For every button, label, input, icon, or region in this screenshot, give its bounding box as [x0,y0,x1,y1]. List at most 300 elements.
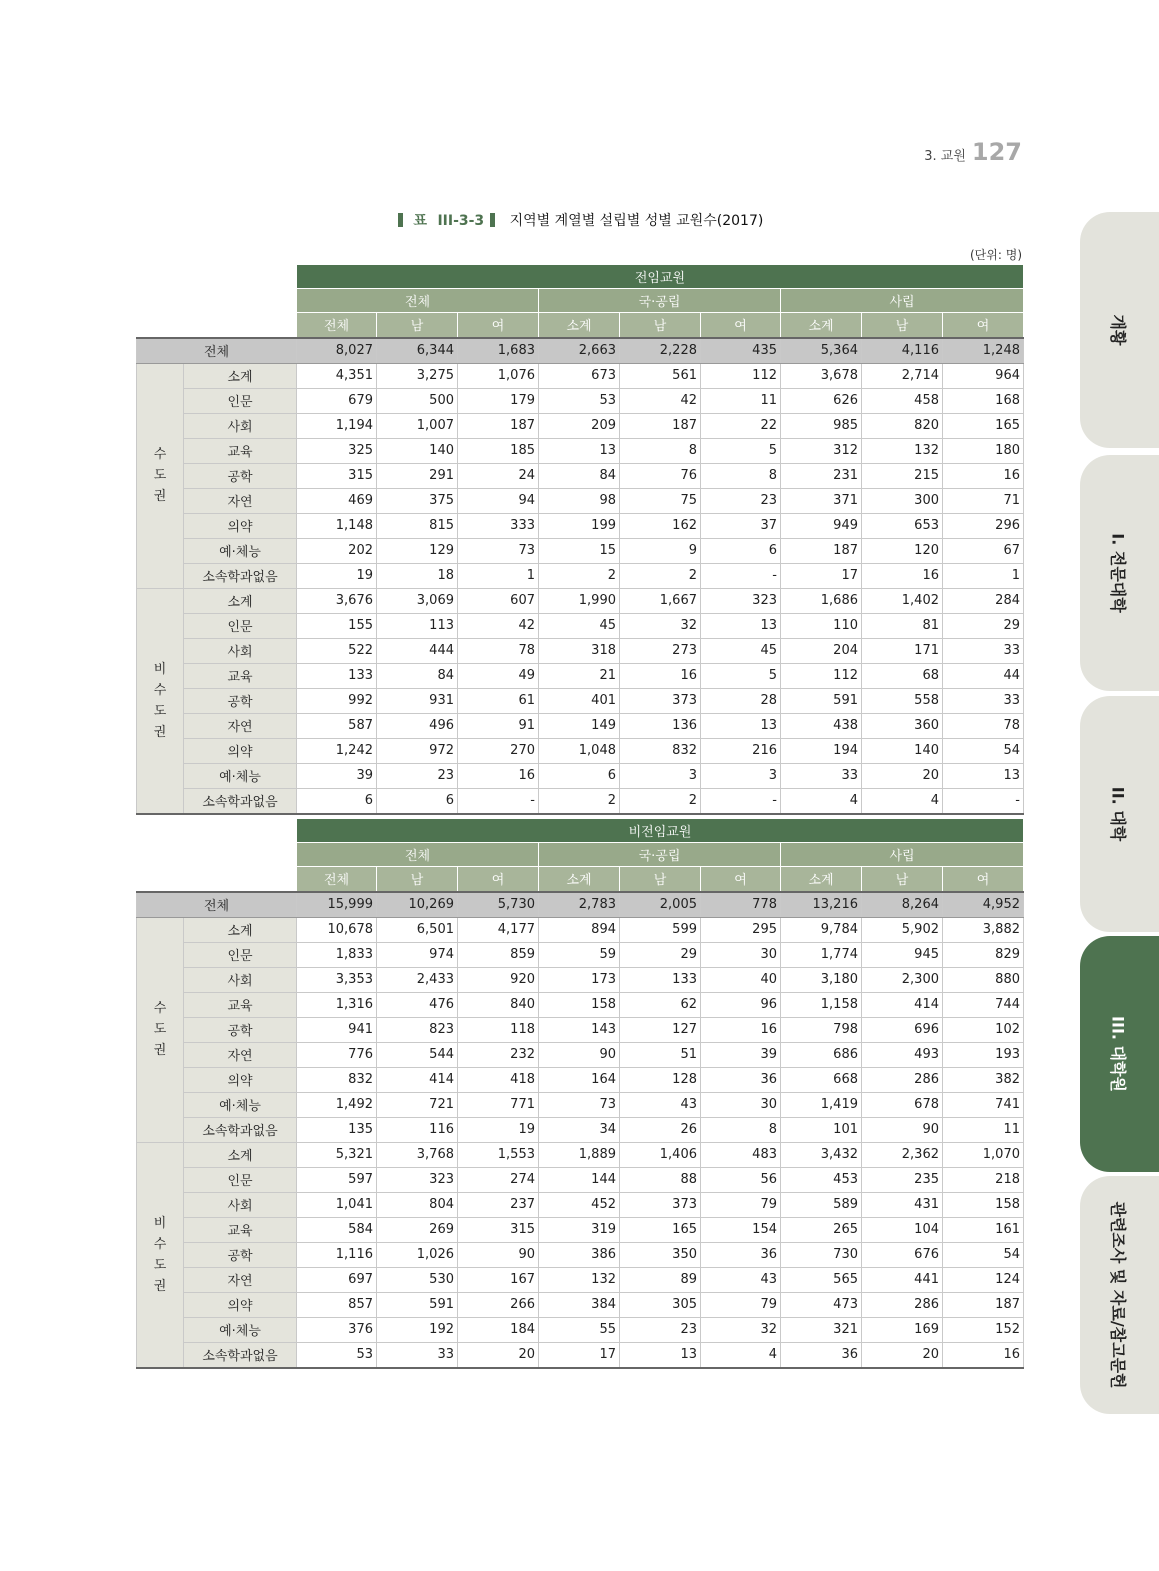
table-row [137,388,1024,413]
table-cell: 673 [539,363,620,388]
table-cell: 33 [943,638,1024,663]
table-cell: 90 [539,1042,620,1067]
table-cell: 315 [458,1217,539,1242]
table-row [137,1267,1024,1292]
table-row [137,1217,1024,1242]
table-cell: 587 [297,713,377,738]
side-tab-university[interactable] [1080,696,1159,932]
table-cell: 8 [701,1117,781,1142]
total-row [137,338,1024,364]
table-cell: 458 [862,388,943,413]
table-cell: 597 [297,1167,377,1192]
column-header: 남 [620,313,701,338]
row-label: 예·체능 [184,763,297,788]
table-cell: 30 [701,942,781,967]
table-row [137,613,1024,638]
table-cell: 165 [943,413,1024,438]
table-cell: 135 [297,1117,377,1142]
table-cell: 68 [862,663,943,688]
table-cell: 1,116 [297,1242,377,1267]
column-header: 소계 [781,313,862,338]
table-cell: 23 [701,488,781,513]
table-cell: 45 [701,638,781,663]
side-tab-references[interactable] [1080,1176,1159,1414]
table-cell: 1,492 [297,1092,377,1117]
table-cell: 53 [539,388,620,413]
table-cell: 187 [781,538,862,563]
table-cell: 133 [297,663,377,688]
table-row [137,992,1024,1017]
table-row [137,488,1024,513]
row-label: 예·체능 [184,1092,297,1117]
table-cell: 6 [377,788,458,814]
table-cell: 350 [620,1242,701,1267]
region-name: 수 도 권 [153,1001,167,1058]
table-cell: 184 [458,1317,539,1342]
table-cell: 88 [620,1167,701,1192]
table-cell: 431 [862,1192,943,1217]
table-cell: 53 [297,1342,377,1368]
table-cell: 295 [701,917,781,942]
table-cell: 1,419 [781,1092,862,1117]
table-cell: 136 [620,713,701,738]
table-cell: 232 [458,1042,539,1067]
table-cell: 19 [458,1117,539,1142]
table-row [137,1292,1024,1317]
table-cell: 73 [458,538,539,563]
region-name: 비 수 도 권 [153,661,167,740]
table-cell: 820 [862,413,943,438]
table-cell: 653 [862,513,943,538]
table-row [137,1142,1024,1167]
table-cell: 161 [943,1217,1024,1242]
table-cell: 382 [943,1067,1024,1092]
table-cell: 54 [943,738,1024,763]
table-cell: 730 [781,1242,862,1267]
table-cell: 78 [943,713,1024,738]
table-row [137,1092,1024,1117]
table-cell: 291 [377,463,458,488]
table-cell: 589 [781,1192,862,1217]
total-cell: 2,663 [539,338,620,364]
table-cell: 273 [620,638,701,663]
table-cell: 414 [862,992,943,1017]
side-tab-graduate-school[interactable] [1080,936,1159,1172]
table-cell: 13 [620,1342,701,1368]
table-cell: 305 [620,1292,701,1317]
table-cell: 42 [620,388,701,413]
table-cell: 24 [458,463,539,488]
table-cell: 500 [377,388,458,413]
table-cell: 75 [620,488,701,513]
table-cell: 187 [620,413,701,438]
table-cell: 558 [862,688,943,713]
table-cell: 4 [862,788,943,814]
table-cell: 59 [539,942,620,967]
table-cell: 129 [377,538,458,563]
table-cell: 9 [620,538,701,563]
table-cell: 453 [781,1167,862,1192]
table-cell: 15 [539,538,620,563]
table-cell: 992 [297,688,377,713]
table-cell: 2 [620,788,701,814]
header-row-columns [137,867,1024,892]
table-cell: 94 [458,488,539,513]
row-label: 교육 [184,992,297,1017]
table-cell: 158 [943,1192,1024,1217]
table-cell: 13 [701,613,781,638]
table-cell: 127 [620,1017,701,1042]
table-cell: 3,676 [297,588,377,613]
table-cell: 376 [297,1317,377,1342]
table-row [137,363,1024,388]
table-cell: 5 [701,663,781,688]
table-cell: 164 [539,1067,620,1092]
table-cell: 13 [701,713,781,738]
table-cell: 124 [943,1267,1024,1292]
column-group-header: 사립 [781,843,1024,867]
total-cell: 2,783 [539,892,620,918]
table-cell: 401 [539,688,620,713]
table-cell: 857 [297,1292,377,1317]
table-cell: 697 [297,1267,377,1292]
table-cell: 599 [620,917,701,942]
table-cell: 1,402 [862,588,943,613]
table-row [137,1317,1024,1342]
table-cell: 5 [701,438,781,463]
table-cell: 1,194 [297,413,377,438]
table-row [137,413,1024,438]
table-caption: 지역별 계열별 설립별 성별 교원수(2017) [509,213,764,229]
table-cell: 496 [377,713,458,738]
table-section-title: 비전임교원 [297,819,1024,843]
table-cell: 36 [781,1342,862,1368]
unit-label: (단위: 명) [970,248,1022,262]
column-header: 소계 [539,313,620,338]
table-cell: 89 [620,1267,701,1292]
row-label: 소계 [184,1142,297,1167]
total-cell: 15,999 [297,892,377,918]
table-cell: 16 [862,563,943,588]
table-cell: 36 [701,1242,781,1267]
table-cell: 325 [297,438,377,463]
table-cell: 16 [620,663,701,688]
table-cell: 11 [943,1117,1024,1142]
table-cell: 6 [539,763,620,788]
table-cell: 4 [781,788,862,814]
table-cell: 33 [377,1342,458,1368]
table-cell: 323 [701,588,781,613]
table-cell: 84 [539,463,620,488]
table-cell: 1,007 [377,413,458,438]
side-tab-label: 개황 [1108,314,1128,346]
table-cell: 16 [943,463,1024,488]
table-cell: 42 [458,613,539,638]
table-row [137,1117,1024,1142]
table-cell: 110 [781,613,862,638]
table-cell: 985 [781,413,862,438]
table-cell: 118 [458,1017,539,1042]
table-row [137,563,1024,588]
table-cell: 522 [297,638,377,663]
table-cell: 98 [539,488,620,513]
table-cell: 1 [943,563,1024,588]
table-cell: 1,242 [297,738,377,763]
column-group-header: 전체 [297,289,539,313]
table-cell: 3,768 [377,1142,458,1167]
table-row [137,942,1024,967]
table-cell: 493 [862,1042,943,1067]
section-title: 3. 교원 [924,149,966,164]
table-cell: 21 [539,663,620,688]
side-tab-label: III. 대학원 [1108,1016,1128,1092]
table-cell: 199 [539,513,620,538]
table-cell: 3,353 [297,967,377,992]
table-cell: 312 [781,438,862,463]
table-cell: 140 [862,738,943,763]
table-cell: 964 [943,363,1024,388]
row-label: 소계 [184,917,297,942]
row-label: 교육 [184,438,297,463]
table-cell: 2,300 [862,967,943,992]
table-cell: 832 [620,738,701,763]
column-header: 남 [862,313,943,338]
table-cell: 1,406 [620,1142,701,1167]
table-cell: 591 [377,1292,458,1317]
table-cell: 30 [701,1092,781,1117]
table-cell: 741 [943,1092,1024,1117]
table-cell: 360 [862,713,943,738]
total-cell: 8,027 [297,338,377,364]
table-cell: 321 [781,1317,862,1342]
table-cell: 140 [377,438,458,463]
row-label: 소속학과없음 [184,788,297,814]
row-label: 공학 [184,463,297,488]
table-row [137,663,1024,688]
part-time-faculty-table [136,818,1024,1369]
column-header: 여 [943,867,1024,892]
table-row [137,1192,1024,1217]
table-cell: 73 [539,1092,620,1117]
column-header: 남 [862,867,943,892]
column-header: 남 [377,313,458,338]
side-tab-label: 관련조사 및 자료/참고문헌 [1108,1201,1128,1389]
table-cell: 9,784 [781,917,862,942]
table-cell: 438 [781,713,862,738]
table-cell: 55 [539,1317,620,1342]
table-cell: 91 [458,713,539,738]
table-cell: 19 [297,563,377,588]
table-cell: 1,990 [539,588,620,613]
row-label: 사회 [184,1192,297,1217]
table-cell: 270 [458,738,539,763]
table-row [137,738,1024,763]
total-cell: 4,116 [862,338,943,364]
side-tab-overview[interactable] [1080,212,1159,448]
table-cell: 16 [458,763,539,788]
table-row [137,538,1024,563]
table-cell: 43 [701,1267,781,1292]
column-header: 남 [377,867,458,892]
table-row [137,1167,1024,1192]
row-label: 사회 [184,967,297,992]
table-cell: 155 [297,613,377,638]
table-cell: 168 [943,388,1024,413]
table-row [137,1017,1024,1042]
table-section-title: 전임교원 [297,265,1024,289]
region-label [137,588,184,814]
table-row [137,1042,1024,1067]
table-cell: 3,180 [781,967,862,992]
table-cell: 931 [377,688,458,713]
row-label: 예·체능 [184,1317,297,1342]
table-cell: 40 [701,967,781,992]
table-cell: 1,774 [781,942,862,967]
table-cell: 2 [620,563,701,588]
table-title [398,210,763,230]
table-cell: 1,316 [297,992,377,1017]
table-cell: 133 [620,967,701,992]
table-cell: 269 [377,1217,458,1242]
table-cell: 29 [943,613,1024,638]
table-cell: 6,501 [377,917,458,942]
region-label [137,1142,184,1368]
table-cell: 165 [620,1217,701,1242]
table-cell: 204 [781,638,862,663]
table-cell: 45 [539,613,620,638]
table-row [137,513,1024,538]
table-cell: 286 [862,1067,943,1092]
column-header: 여 [701,313,781,338]
full-time-faculty-table [136,264,1024,815]
table-cell: 678 [862,1092,943,1117]
table-cell: 469 [297,488,377,513]
table-row [137,588,1024,613]
page-number: 127 [971,138,1022,166]
header-blank [137,313,297,338]
table-cell: 1,076 [458,363,539,388]
table-cell: 104 [862,1217,943,1242]
table-cell: 194 [781,738,862,763]
table-cell: 62 [620,992,701,1017]
table-cell: 84 [377,663,458,688]
table-row [137,463,1024,488]
header-blank [137,867,297,892]
header-blank [137,843,297,867]
table-cell: 266 [458,1292,539,1317]
row-label: 의약 [184,1292,297,1317]
table-cell: 209 [539,413,620,438]
page-header [920,138,1022,166]
table-cell: 1,148 [297,513,377,538]
title-bar-left [398,213,403,227]
table-cell: 17 [781,563,862,588]
header-blank [137,265,297,289]
table-cell: 10,678 [297,917,377,942]
table-row [137,763,1024,788]
total-cell: 5,730 [458,892,539,918]
table-cell: 132 [539,1267,620,1292]
table-cell: 668 [781,1067,862,1092]
table-cell: 972 [377,738,458,763]
table-cell: 116 [377,1117,458,1142]
table-cell: 120 [862,538,943,563]
table-cell: 721 [377,1092,458,1117]
total-cell: 5,364 [781,338,862,364]
table-cell: 744 [943,992,1024,1017]
column-header: 여 [943,313,1024,338]
table-cell: 1,158 [781,992,862,1017]
side-tab-junior-college[interactable] [1080,455,1159,691]
table-cell: 218 [943,1167,1024,1192]
table-cell: 231 [781,463,862,488]
table-cell: 333 [458,513,539,538]
table-cell: 173 [539,967,620,992]
table-cell: 318 [539,638,620,663]
table-cell: 51 [620,1042,701,1067]
table-cell: 286 [862,1292,943,1317]
table-cell: 16 [943,1342,1024,1368]
table-cell: 296 [943,513,1024,538]
row-label: 예·체능 [184,538,297,563]
region-label [137,363,184,588]
table-cell: 452 [539,1192,620,1217]
table-row [137,917,1024,942]
table-cell: 169 [862,1317,943,1342]
table-cell: 37 [701,513,781,538]
table-cell: 1,048 [539,738,620,763]
table-cell: 79 [701,1192,781,1217]
table-cell: 67 [943,538,1024,563]
row-label: 자연 [184,713,297,738]
table-cell: 180 [943,438,1024,463]
table-cell: 3,678 [781,363,862,388]
table-row [137,1242,1024,1267]
column-header: 전체 [297,867,377,892]
table-cell: 1,553 [458,1142,539,1167]
table-cell: 44 [943,663,1024,688]
table-cell: 840 [458,992,539,1017]
table-cell: 28 [701,688,781,713]
table-cell: 1,041 [297,1192,377,1217]
table-cell: 112 [781,663,862,688]
header-row-columns [137,313,1024,338]
table-cell: - [701,563,781,588]
table-cell: 215 [862,463,943,488]
table-cell: 832 [297,1067,377,1092]
total-cell: 8,264 [862,892,943,918]
column-header: 여 [701,867,781,892]
total-cell: 6,344 [377,338,458,364]
table-cell: 36 [701,1067,781,1092]
table-cell: 561 [620,363,701,388]
table-row [137,1342,1024,1368]
table-cell: 1,070 [943,1142,1024,1167]
column-group-header: 국·공립 [539,843,781,867]
total-cell: 778 [701,892,781,918]
table-cell: 530 [377,1267,458,1292]
header-blank [137,819,297,843]
table-cell: 18 [377,563,458,588]
table-cell: 274 [458,1167,539,1192]
table-row [137,1067,1024,1092]
table-cell: 315 [297,463,377,488]
table-cell: 185 [458,438,539,463]
table-cell: 167 [458,1267,539,1292]
table-cell: 81 [862,613,943,638]
table-row [137,638,1024,663]
table-cell: - [458,788,539,814]
